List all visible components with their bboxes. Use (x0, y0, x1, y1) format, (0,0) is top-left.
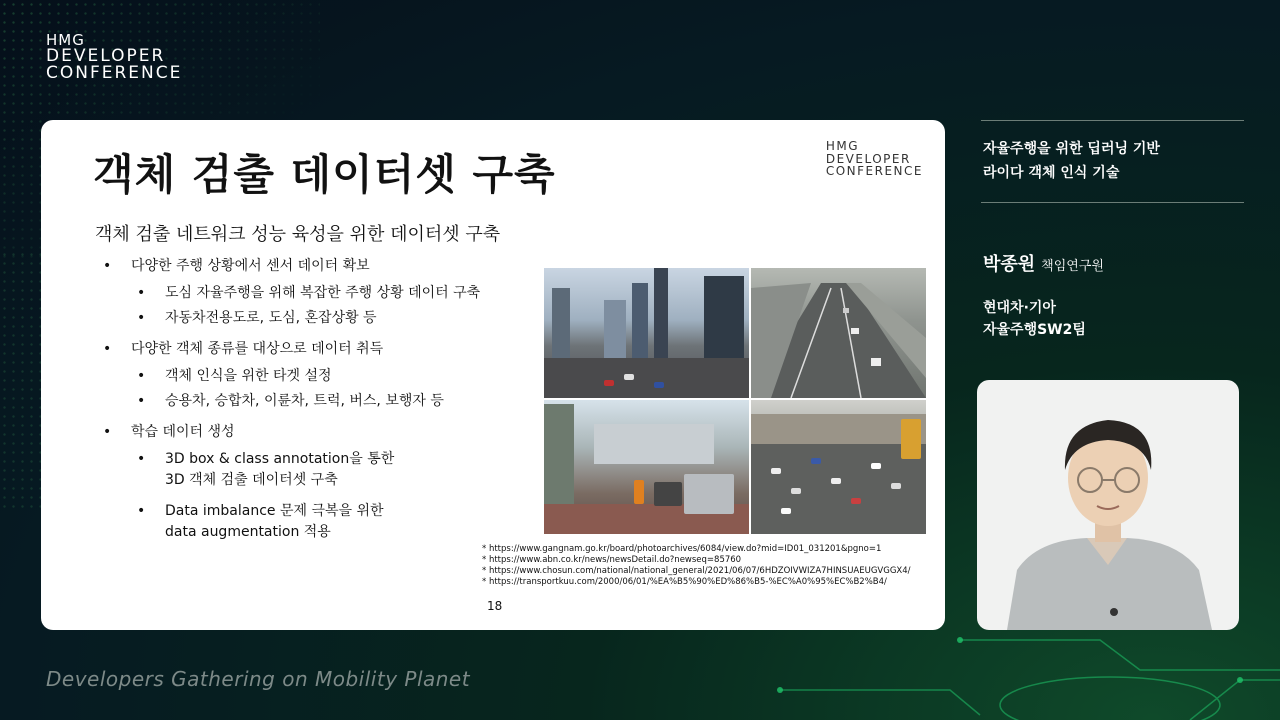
org-line-1: 현대차·기아 (983, 300, 1056, 316)
sub-bullet-text: 객체 인식을 위한 타겟 설정 (165, 368, 332, 384)
sub-bullet-text: 도심 자율주행을 위해 복잡한 주행 상황 데이터 구축 (165, 285, 481, 301)
sub-bullet-item: • Data imbalance 문제 극복을 위한 data augmentation 적용 (137, 503, 384, 540)
sub-bullet-text: 자동차전용도로, 도심, 혼잡상황 등 (165, 310, 377, 326)
sub-bullet-item: • 객체 인식을 위한 타겟 설정 (137, 368, 332, 384)
source-line: * https://www.chosun.com/national/national_general/2021/06/07/6HDZOIVWIZA7HINSUAEUGVGGX4/ (482, 566, 911, 577)
sub-bullet-item: • 3D box & class annotation을 통한 3D 객체 검출 데이터셋 구축 (137, 451, 395, 488)
city-intersection-photo (544, 268, 749, 398)
speaker-avatar (977, 380, 1239, 630)
bullet-item: • 다양한 객체 종류를 대상으로 데이터 취득 (103, 341, 384, 357)
speaker-video (977, 380, 1239, 630)
source-line: * https://www.abn.co.kr/news/newsDetail.do?newseq=85760 (482, 555, 742, 566)
sub-bullet-text-line-1: 3D box & class annotation을 통한 (165, 451, 395, 467)
bullet-text: 다양한 주행 상황에서 센서 데이터 확보 (131, 258, 370, 274)
speaker-role: 책임연구원 (1041, 259, 1104, 274)
traffic-jam-photo (751, 400, 926, 534)
bullet-item: • 학습 데이터 생성 (103, 424, 235, 440)
page-number: 18 (487, 599, 503, 613)
sub-bullet-item: • 도심 자율주행을 위해 복잡한 주행 상황 데이터 구축 (137, 285, 481, 301)
slide-subtitle: 객체 검출 네트워크 성능 육성을 위한 데이터셋 구축 (95, 224, 501, 245)
logo-line-2: DEVELOPER (46, 46, 166, 66)
bullet-text: 다양한 객체 종류를 대상으로 데이터 취득 (131, 341, 384, 357)
bullet-text: 학습 데이터 생성 (131, 424, 235, 440)
session-title-line-1: 자율주행을 위한 딥러닝 기반 (983, 141, 1160, 157)
sub-bullet-text-line-1: Data imbalance 문제 극복을 위한 (165, 503, 384, 519)
sub-bullet-item: • 승용차, 승합차, 이륜차, 트럭, 버스, 보행자 등 (137, 393, 444, 409)
expressway-photo (751, 268, 926, 398)
logo-line-1: HMG (46, 31, 85, 49)
image-sources (482, 544, 911, 588)
speaker-name-block (983, 250, 1104, 276)
sub-bullet-text: 승용차, 승합차, 이륜차, 트럭, 버스, 보행자 등 (165, 393, 444, 409)
circuit-decoration (720, 610, 1280, 720)
sub-bullet-item: • 자동차전용도로, 도심, 혼잡상황 등 (137, 310, 377, 326)
slide-logo-line-2: DEVELOPER (825, 151, 911, 166)
tagline: Developers Gathering on Mobility Planet (46, 667, 471, 691)
urban-street-photo (544, 400, 749, 534)
conference-logo (46, 33, 182, 82)
bullet-item: • 다양한 주행 상황에서 센서 데이터 확보 (103, 258, 370, 274)
session-title-line-2: 라이다 객체 인식 기술 (983, 165, 1120, 181)
slide-logo-line-3: CONFERENCE (825, 164, 923, 179)
logo-line-3: CONFERENCE (46, 63, 183, 83)
sub-bullet-text-line-2: 3D 객체 검출 데이터셋 구축 (165, 472, 338, 488)
traffic-photo-grid (544, 268, 926, 534)
slide-title: 객체 검출 데이터셋 구축 (93, 150, 556, 199)
source-line: * https://transportkuu.com/2000/06/01/%EA%B5%90%ED%86%B5-%EC%A0%95%EC%B2%B4/ (482, 577, 887, 588)
slide-logo (826, 140, 923, 178)
speaker-organization (983, 298, 1086, 341)
presentation-slide (41, 120, 945, 630)
speaker-name: 박종원 (983, 254, 1036, 275)
bullet-list (103, 256, 480, 547)
org-line-2: 자율주행SW2팀 (983, 321, 1086, 338)
session-title-box (981, 120, 1244, 203)
sub-bullet-text-line-2: data augmentation 적용 (165, 524, 331, 540)
slide-logo-line-1: HMG (825, 139, 860, 153)
source-line: * https://www.gangnam.go.kr/board/photoarchives/6084/view.do?mid=ID01_031201&pgno=1 (482, 544, 882, 554)
